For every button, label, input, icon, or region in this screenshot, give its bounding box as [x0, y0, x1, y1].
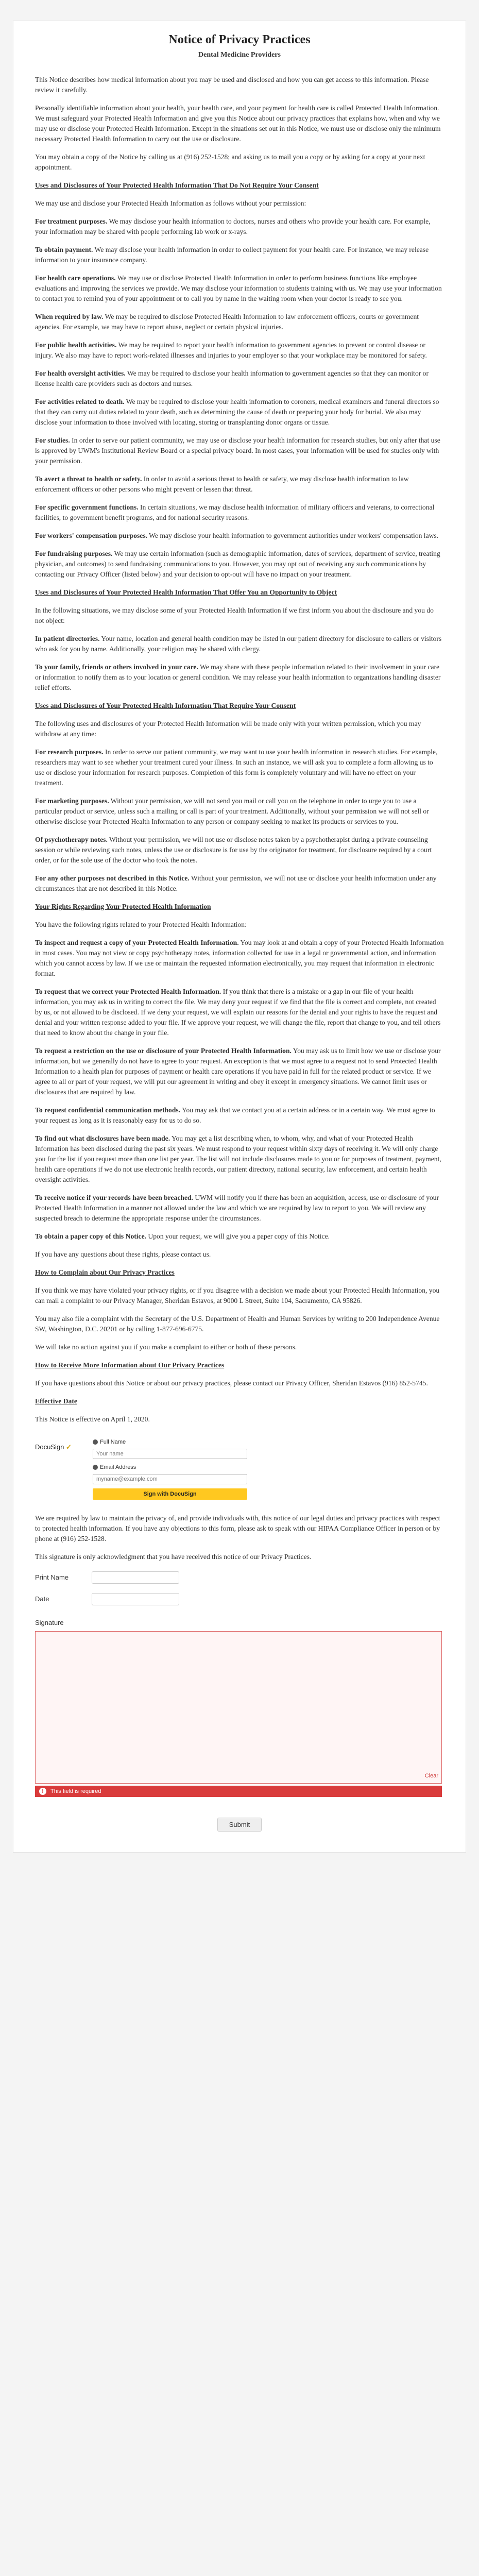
- paragraph-text: Your name, location and general health condition may be listed in our patient directory for disclosure to callers or visitors who ask for you by name. Additionally, your religion may be shared with clergy.: [35, 635, 442, 653]
- paragraph-lead: For fundraising purposes.: [35, 550, 113, 557]
- paragraph-lead: For treatment purposes.: [35, 217, 108, 225]
- paragraph-text: In certain situations, we may disclose health information of military officers and veterans, to correctional facilities, to government benefit programs, and for national security reasons.: [35, 503, 435, 521]
- section-heading: Uses and Disclosures of Your Protected Health Information That Offer You an Opportunity to Object: [35, 588, 337, 596]
- closing-paragraph-acknowledgment: This signature is only acknowledgment that you have received this notice of our Privacy Practices.: [35, 1553, 312, 1561]
- docusign-logo-mark-icon: ✓: [66, 1443, 72, 1451]
- paragraph-text: You may ask us to limit how we use or disclose your information, but we generally do not have to agree to your request. An exception is that we must agree to a request not to send Protected Health Information to a health plan for purposes of payment or health care operations if you have paid in full for the related product or service. If we agree to all or part of your request, we will put our agreement in writing and obey it except in emergency situations. We cannot limit uses or disclosures that are required by law.: [35, 1047, 441, 1096]
- date-label: Date: [35, 1595, 49, 1603]
- notice-paragraph: [35, 502, 444, 523]
- notice-paragraph: [35, 435, 444, 466]
- paragraph-text: We may be required to disclose your health information to government agencies so that they can monitor or license health care providers such as doctors and nurses.: [35, 369, 429, 387]
- notice-paragraph: [35, 835, 444, 866]
- notice-paragraph: If you have questions about this Notice or about our privacy practices, please contact our Privacy Officer, Sheridan Estavos (916) 852-5745.: [35, 1379, 428, 1387]
- paragraph-lead: For public health activities.: [35, 341, 117, 349]
- closing-paragraph-legal: We are required by law to maintain the privacy of, and provide individuals with, this notice of our legal duties and privacy practices with respect to protected health information. If you have any objections to this form, please ask to speak with our HIPAA Compliance Officer in person or by phone at (916) 252-1528.: [35, 1514, 440, 1543]
- error-icon: !: [39, 1788, 46, 1795]
- signature-label: Signature: [35, 1619, 64, 1626]
- notice-paragraph: Personally identifiable information about your health, your health care, and your payment for health care is called Protected Health Information. We must safeguard your Protected Health Information and give you this Notice about our privacy practices that explains how, when and why we may use or disclose your Protected Health Information. Except in the situations set out in this Notice, we must use or disclose only the minimum necessary Protected Health Information to carry out the use or disclosure.: [35, 104, 441, 143]
- print-name-input[interactable]: [92, 1571, 179, 1584]
- paragraph-lead: For research purposes.: [35, 748, 104, 756]
- notice-paragraph: [35, 1046, 444, 1097]
- paragraph-text: In order to avoid a serious threat to health or safety, we may disclose health information to law enforcement officers or other persons who might prevent or lessen that threat.: [35, 475, 409, 493]
- error-text: This field is required: [50, 1788, 101, 1794]
- docusign-form: [93, 1434, 247, 1500]
- clear-signature-button[interactable]: Clear: [424, 1773, 438, 1779]
- paragraph-text: We may use certain information (such as demographic information, dates of services, department of service, treating physician, and outcomes) to send fundraising communications to you. However, you may opt out of receiving any such communications by contacting our Privacy Officer (listed below) and your decision to opt-out will have no impact on your treatment.: [35, 550, 440, 578]
- paragraph-lead: For workers' compensation purposes.: [35, 532, 148, 539]
- paragraph-lead: To avert a threat to health or safety.: [35, 475, 142, 483]
- notice-paragraph: You have the following rights related to your Protected Health Information:: [35, 921, 247, 928]
- paragraph-text: We may be required to report your health information to government agencies to prevent or control disease or injury. We also may have to report work-related illnesses and injuries to your employer so that your workplace may be monitored for safety.: [35, 341, 427, 359]
- notice-paragraph: [35, 796, 444, 827]
- paragraph-text: We may use or disclose Protected Health Information in order to perform business functions like employee evaluations and improving the services we provide. We may disclose your information to students training with us. We may use your information to contact you to remind you of your appointment or to call you by name in the waiting room when your doctor is ready to see you.: [35, 274, 442, 302]
- paragraph-lead: Of psychotherapy notes.: [35, 836, 108, 843]
- paragraph-text: We may disclose your health information in order to collect payment for your health care. For instance, we may release information to your insurance company.: [35, 246, 429, 264]
- paragraph-lead: To request a restriction on the use or disclosure of your Protected Health Information.: [35, 1047, 292, 1055]
- paragraph-lead: For any other purposes not described in this Notice.: [35, 874, 190, 882]
- section-heading: Effective Date: [35, 1397, 77, 1405]
- notice-paragraph: [35, 634, 444, 654]
- paragraph-text: In order to serve our patient community, we may want to use your health information in research studies. For example, researchers may want to see whether your treatment cured your illness. In such an instance, we will ask you to complete a form allowing us to use or disclose your information for research purposes. Completion of this form is completely voluntary and will have no effect on your treatment.: [35, 748, 438, 787]
- paragraph-lead: To request confidential communication methods.: [35, 1106, 181, 1114]
- paragraph-text: We may share with these people information related to their involvement in your care or information to notify them as to your location or general condition. We may release your health information to organizations handling disaster relief efforts.: [35, 663, 441, 691]
- section-heading: How to Complain about Our Privacy Practices: [35, 1268, 175, 1276]
- notice-paragraph: This Notice describes how medical information about you may be used and disclosed and how you can get access to this information. Please review it carefully.: [35, 76, 429, 94]
- paragraph-text: We may be required to disclose your health information to coroners, medical examiners and funeral directors so that they can carry out duties related to your death, such as determining the cause of death or preparing your body for burial. We also may disclose your information to those involved with locating, storing or transplanting donor organs or tissue.: [35, 398, 439, 426]
- notice-paragraph: [35, 1193, 444, 1224]
- email-label-row: [93, 1462, 247, 1472]
- paragraph-lead: For marketing purposes.: [35, 797, 109, 805]
- notice-paragraph: You may obtain a copy of the Notice by calling us at (916) 252-1528; and asking us to mail you a copy or by asking for a copy at your next appointment.: [35, 153, 425, 171]
- date-input[interactable]: [92, 1593, 179, 1605]
- full-name-label: Full Name: [100, 1439, 126, 1445]
- notice-paragraph: The following uses and disclosures of your Protected Health Information will be made only with your written permission, which you may withdraw at any time:: [35, 720, 421, 738]
- section-heading: Uses and Disclosures of Your Protected Health Information That Require Your Consent: [35, 702, 296, 709]
- notice-paragraph: [35, 549, 444, 580]
- paragraph-lead: To your family, friends or others involved in your care.: [35, 663, 198, 671]
- notice-paragraph: [35, 662, 444, 693]
- notice-paragraph: [35, 368, 444, 389]
- notice-paragraph: If you have any questions about these rights, please contact us.: [35, 1250, 211, 1258]
- docusign-logo-text: DocuSign: [35, 1443, 64, 1451]
- notice-paragraph: [35, 1105, 444, 1126]
- paragraph-lead: To obtain payment.: [35, 246, 93, 253]
- user-icon: [93, 1439, 98, 1445]
- notice-paragraph: [35, 1133, 444, 1185]
- notice-paragraph: [35, 273, 444, 304]
- paragraph-text: Without your permission, we will not use or disclose notes taken by a psychotherapist during a private counseling session or while reviewing such notes, unless the use or disclosure is for use by the originator for treatment, for disclosure required by a court order, or for the sole use of the doctor who took the notes.: [35, 836, 432, 864]
- submit-button[interactable]: Submit: [217, 1818, 262, 1832]
- paragraph-text: If you think that there is a mistake or a gap in our file of your health information, you may ask us in writing to correct the file. We may deny your request if we find that the file is correct and complete, not created by us, or not allowed to be disclosed. If we deny your request, we will explain our reasons for the denial and your rights to have the request and denial and your written response added to your file. If we approve your request, we will change the file, report that change to you, and tell others that need to know about the change in your file.: [35, 988, 441, 1037]
- email-icon: [93, 1465, 98, 1470]
- page-title: Notice of Privacy Practices: [168, 33, 311, 46]
- paragraph-text: We may be required to disclose Protected Health Information to law enforcement officers, courts or government agencies. For example, we may have to report abuse, neglect or certain physical injuries.: [35, 313, 419, 331]
- notice-paragraph: [35, 397, 444, 428]
- docusign-full-name-input[interactable]: [93, 1449, 247, 1459]
- paragraph-text: Without your permission, we will not use or disclose your health information under any circumstances that are not described in this Notice.: [35, 874, 437, 892]
- page-subtitle: Dental Medicine Providers: [198, 51, 281, 59]
- paragraph-text: Upon your request, we will give you a paper copy of this Notice.: [146, 1232, 330, 1240]
- paragraph-text: In order to serve our patient community, we may use or disclose your health information for research studies, but only after that use is approved by UWM's Institutional Review Board or a special privacy board. In most cases, your information will be used for studies only with your permission.: [35, 436, 440, 465]
- privacy-notice-document: [13, 21, 466, 1853]
- paragraph-lead: In patient directories.: [35, 635, 100, 642]
- email-label: Email Address: [100, 1464, 136, 1470]
- paragraph-text: Without your permission, we will not send you mail or call you on the telephone in order to urge you to use a particular product or service, unless such a mailing or call is part of your treatment. Additionally, without your permission we will not sell or otherwise disclose your Protected Health Information to any person or company seeking to market its products or services to you.: [35, 797, 429, 825]
- paragraph-lead: For activities related to death.: [35, 398, 125, 405]
- notice-body: [35, 75, 444, 1425]
- notice-paragraph: [35, 873, 444, 894]
- paragraph-lead: For specific government functions.: [35, 503, 139, 511]
- paragraph-lead: When required by law.: [35, 313, 104, 320]
- paragraph-lead: To obtain a paper copy of this Notice.: [35, 1232, 147, 1240]
- paragraph-text: We may disclose your health information to doctors, nurses and others who provide your health care. For example, your information may be shared with people performing lab work or x-rays.: [35, 217, 431, 235]
- notice-paragraph: If you think we may have violated your privacy rights, or if you disagree with a decision we made about your Protected Health Information, you can mail a complaint to our Privacy Manager, Sheridan Estavos, at 9000 L Street, Suite 104, Sacramento, CA 95826.: [35, 1286, 440, 1304]
- signature-error-message: [35, 1786, 442, 1797]
- paragraph-lead: For studies.: [35, 436, 70, 444]
- paragraph-lead: To inspect and request a copy of your Protected Health Information.: [35, 939, 239, 946]
- signature-pad[interactable]: [35, 1631, 442, 1784]
- notice-paragraph: [35, 245, 444, 265]
- paragraph-text: You may look at and obtain a copy of your Protected Health Information in most cases. You may not view or copy psychotherapy notes, information collected for use in a legal or governmental action, and information which you cannot access by law. If we use or maintain the requested information electronically, you may request that information in electronic format.: [35, 939, 444, 977]
- print-name-row: [35, 1571, 444, 1584]
- paragraph-lead: To request that we correct your Protected Health Information.: [35, 988, 221, 995]
- date-row: [35, 1593, 444, 1605]
- docusign-logo: [35, 1434, 79, 1452]
- notice-paragraph: [35, 216, 444, 237]
- notice-paragraph: [35, 312, 444, 332]
- paragraph-text: We may disclose your health information to government authorities under workers' compensation laws.: [147, 532, 439, 539]
- paragraph-lead: To receive notice if your records have been breached.: [35, 1194, 193, 1201]
- notice-paragraph: In the following situations, we may disclose some of your Protected Health Information if we first inform you about the disclosure and you do not object:: [35, 606, 434, 624]
- paragraph-text: You may ask that we contact you at a certain address or in a certain way. We must agree to your request as long as it is reasonably easy for us to do so.: [35, 1106, 435, 1124]
- paragraph-text: UWM will notify you if there has been an acquisition, access, use or disclosure of your Protected Health Information in a manner not allowed under the law and which we are required by law to report to you. We will review any suspected breach to determine the appropriate response under the circumstances.: [35, 1194, 439, 1222]
- notice-paragraph: [35, 1231, 444, 1242]
- sign-with-docusign-button[interactable]: Sign with DocuSign: [93, 1488, 247, 1500]
- section-heading: Your Rights Regarding Your Protected Health Information: [35, 903, 211, 910]
- notice-paragraph: [35, 938, 444, 979]
- notice-paragraph: [35, 531, 444, 541]
- paragraph-lead: To find out what disclosures have been made.: [35, 1134, 170, 1142]
- paragraph-lead: For health care operations.: [35, 274, 116, 282]
- notice-paragraph: [35, 340, 444, 361]
- notice-paragraph: [35, 987, 444, 1038]
- paragraph-text: You may get a list describing when, to whom, why, and what of your Protected Health Information has been disclosed during the past six years. We must respond to your request within sixty days of receiving it. We will only charge you for the list if you request more than one list per year. The list will not include disclosures made to you or for purposes of treatment, payment, health care operations if we do not use electronic health records, our patient directory, national security, law enforcement, and certain health oversight activities.: [35, 1134, 441, 1183]
- section-heading: Uses and Disclosures of Your Protected Health Information That Do Not Require Your Consent: [35, 181, 319, 189]
- paragraph-lead: For health oversight activities.: [35, 369, 126, 377]
- full-name-label-row: [93, 1437, 247, 1447]
- notice-paragraph: [35, 747, 444, 788]
- docusign-widget: [35, 1434, 444, 1500]
- notice-paragraph: You may also file a complaint with the Secretary of the U.S. Department of Health and Human Services by writing to 200 Independence Avenue SW, Washington, D.C. 20201 or by calling 1-877-696-6775.: [35, 1315, 440, 1333]
- section-heading: How to Receive More Information about Our Privacy Practices: [35, 1361, 225, 1369]
- submit-wrap: [35, 1818, 444, 1832]
- docusign-email-input[interactable]: [93, 1474, 247, 1484]
- notice-paragraph: [35, 474, 444, 495]
- print-name-label: Print Name: [35, 1573, 69, 1581]
- notice-paragraph: We may use and disclose your Protected Health Information as follows without your permission:: [35, 199, 306, 207]
- notice-paragraph: We will take no action against you if you make a complaint to either or both of these persons.: [35, 1343, 297, 1351]
- notice-paragraph: This Notice is effective on April 1, 2020.: [35, 1415, 150, 1423]
